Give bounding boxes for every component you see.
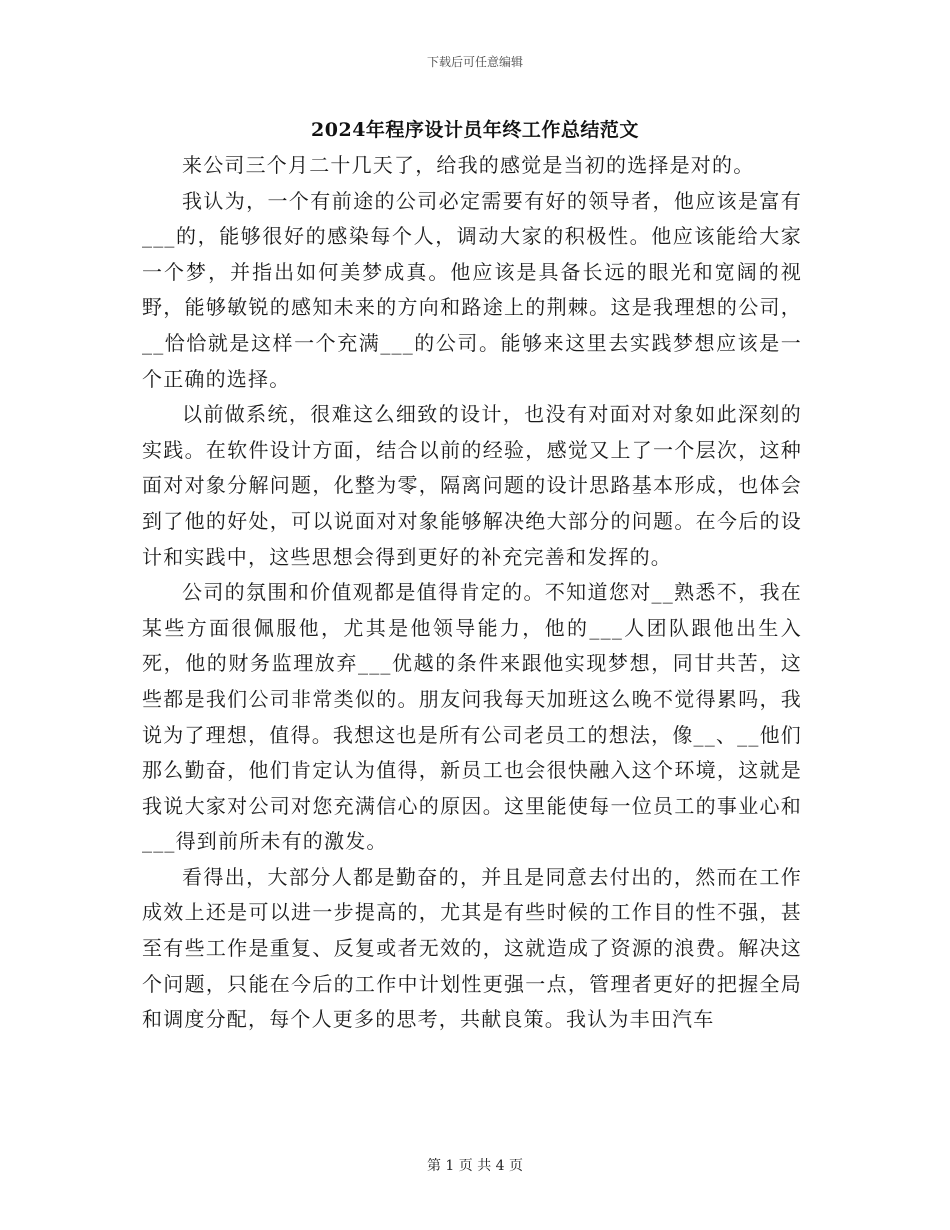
paragraph: 我认为，一个有前途的公司必定需要有好的领导者，他应该是富有___的，能够很好的感染每个人，调动大家的积极性。他应该能给大家一个梦，并指出如何美梦成真。他应该是具备长远的眼光和宽阔的视野，能够敏锐的感知未来的方向和路途上的荆棘。这是我理想的公司，__恰恰就是这样一个充满___的公司。能够来这里去实践梦想应该是一个正确的选择。 — [142, 188, 802, 391]
page-number: 第 1 页 共 4 页 — [426, 1158, 524, 1174]
document-body — [142, 148, 802, 1038]
paragraph: 来公司三个月二十几天了，给我的感觉是当初的选择是对的。 — [182, 153, 755, 177]
paragraph: 公司的氛围和价值观都是值得肯定的。不知道您对__熟悉不，我在某些方面很佩服他，尤其是他领导能力，他的___人团队跟他出生入死，他的财务监理放弃___优越的条件来跟他实现梦想，同甘共苦，这些都是我们公司非常类似的。朋友问我每天加班这么晚不觉得累吗，我说为了理想，值得。我想这也是所有公司老员工的想法，像__、__他们那么勤奋，他们肯定认为值得，新员工也会很快融入这个环境，这就是我说大家对公司对您充满信心的原因。这里能使每一位员工的事业心和___得到前所未有的激发。 — [142, 580, 802, 854]
document-title: 2024年程序设计员年终工作总结范文 — [311, 119, 639, 141]
download-note: 下载后可任意编辑 — [426, 55, 523, 69]
paragraph: 看得出，大部分人都是勤奋的，并且是同意去付出的，然而在工作成效上还是可以进一步提高的，尤其是有些时候的工作目的性不强，甚至有些工作是重复、反复或者无效的，这就造成了资源的浪费。解决这个问题，只能在今后的工作中计划性更强一点，管理者更好的把握全局和调度分配，每个人更多的思考，共献良策。我认为丰田汽车 — [142, 864, 802, 1032]
paragraph: 以前做系统，很难这么细致的设计，也没有对面对对象如此深刻的实践。在软件设计方面，结合以前的经验，感觉又上了一个层次，这种面对对象分解问题，化整为零，隔离问题的设计思路基本形成，也体会到了他的好处，可以说面对对象能够解决绝大部分的问题。在今后的设计和实践中，这些思想会得到更好的补充完善和发挥的。 — [142, 402, 802, 569]
